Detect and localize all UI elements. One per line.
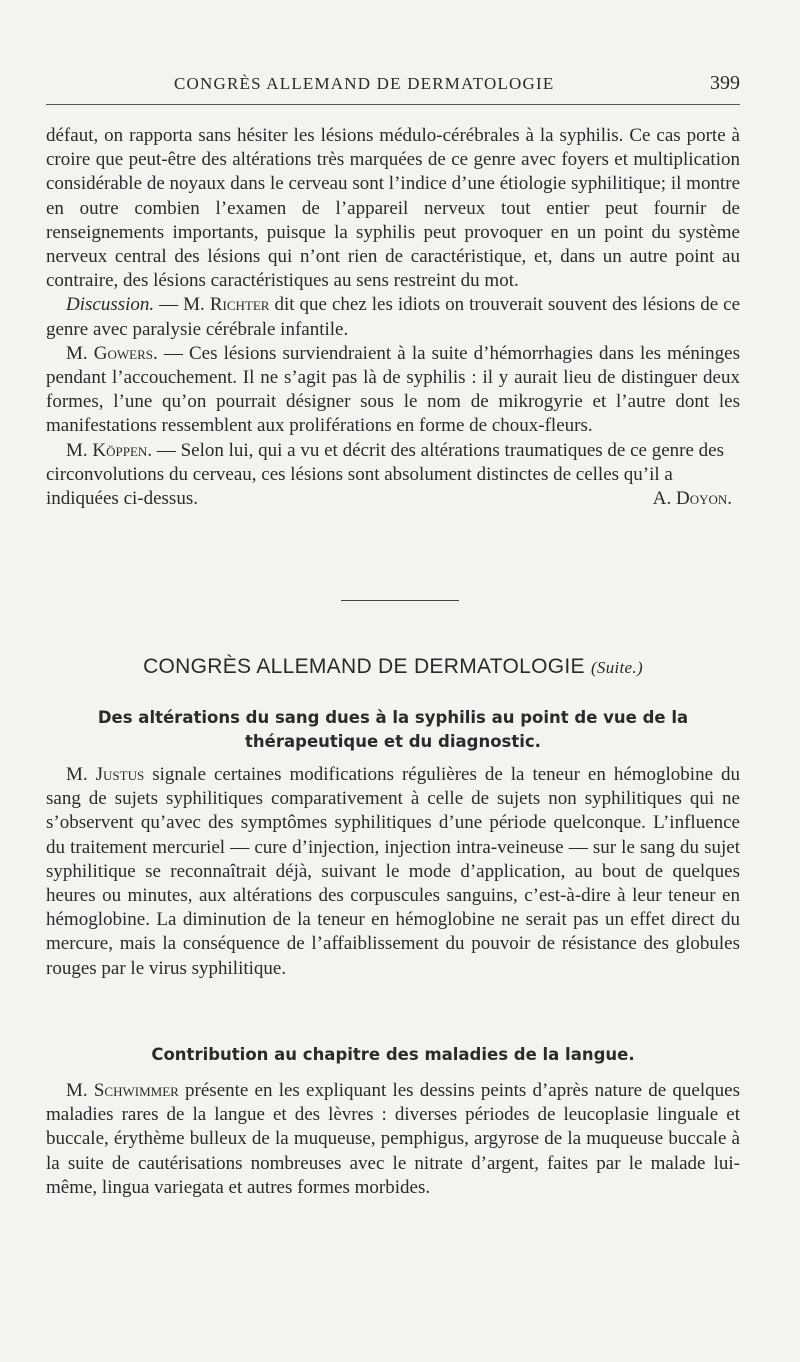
article-heading-tongue: Contribution au chapitre des maladies de la langue. <box>151 1045 635 1064</box>
running-header <box>46 74 740 96</box>
speaker-name: Richter <box>209 294 270 316</box>
article-blood <box>46 763 740 981</box>
discussion-label: Discussion. <box>66 294 155 316</box>
paragraph-schwimmer: M. Schwimmer présente en les expliquant les dessins peints d’après nature de quelques maladies rares de la langue et des lèvres : diverses périodes de leucoplasie linguale et buccale, érythème bulleux de la muqueuse, pemphigus, argyrose de la muqueuse buccale à la suite de cautérisations nombreuses avec le nitrate d’argent, faites par le malade lui-même, lingua variegata et autres formes morbides. <box>46 1080 740 1198</box>
header-rule <box>46 104 740 105</box>
paragraph-discussion: Discussion. — M. Richter dit que chez les idiots on trouverait souvent des lésions de ce genre avec paralysie cérébrale infantile. <box>46 294 740 340</box>
article-tongue <box>46 1079 740 1200</box>
paragraph-gowers: M. Gowers. — Ces lésions surviendraient à la suite d’hémorrhagies dans les méninges pendant l’accouchement. Il ne s’agit pas là de syphilis : il y aurait lieu de distinguer deux formes, l’une qu’on pourrait désigner sous le nom de mikrogyrie et l’autre dont les manifestations ressemblent aux proliférations en forme de choux-fleurs. <box>46 342 740 437</box>
speaker-name: Justus <box>95 764 145 785</box>
section-suite: (Suite.) <box>590 658 643 677</box>
discussion-section <box>46 124 740 511</box>
paragraph-justus: M. Justus signale certaines modifications régulières de la teneur en hémoglobine du sang de sujets syphilitiques comparativement à celle de sujets non syphilitiques qui ne s’observent qu’avec des symptômes syphilitiques d’une période quelconque. L’influence du traitement mercuriel — cure d’injection, injection intra-veineuse — sur le sang du sujet syphilitique se reconnaîtrait déjà, suivant le mode d’application, au bout de quelques heures ou minutes, aux altérations des corpuscules sanguins, c’est-à-dire à leur teneur en hémoglobine. La diminution de la teneur en hémoglobine ne serait pas un effet direct du mercure, mais la conséquence de l’affaiblissement du pouvoir de résistance des globules rouges par le virus syphilitique. <box>46 764 741 979</box>
speaker-name: Schwimmer <box>93 1080 179 1101</box>
page-number: 399 <box>710 72 740 94</box>
section-title: CONGRÈS ALLEMAND DE DERMATOLOGIE (Suite.) <box>143 655 643 678</box>
speaker-name: Köppen <box>92 439 148 461</box>
paragraph-koppen: M. Köppen. — Selon lui, qui a vu et décrit des altérations traumatiques de ce genre des circonvolutions du cerveau, ces lésions sont absolument distinctes de celles qu’il a indiquées ci-dessus. A. Doyon. <box>46 439 740 512</box>
article-heading-blood: Des altérations du sang dues à la syphilis au point de vue de la thérapeutique et du diagnostic. <box>97 708 689 751</box>
author-signature: A. Doyon. <box>652 488 732 510</box>
running-title: CONGRÈS ALLEMAND DE DERMATOLOGIE <box>174 74 555 93</box>
section-separator <box>341 600 459 601</box>
paragraph-conclusion: défaut, on rapporta sans hésiter les lésions médulo-cérébrales à la syphilis. Ce cas porte à croire que peut-être des altérations très marquées de ce genre avec foyers et multiplication considérable de noyaux dans le cerveau sont l’indice d’une étiologie syphilitique; il montre en outre combien l’examen de l’appareil nerveux tout entier peut fournir de renseignements importants, puisque la syphilis peut provoquer en un point du système nerveux central des lésions qui n’ont rien de caractéristique, et, dans un autre point au contraire, des lésions caractéristiques au sens restreint du mot. <box>46 125 740 292</box>
speaker-name: Gowers <box>93 342 153 364</box>
